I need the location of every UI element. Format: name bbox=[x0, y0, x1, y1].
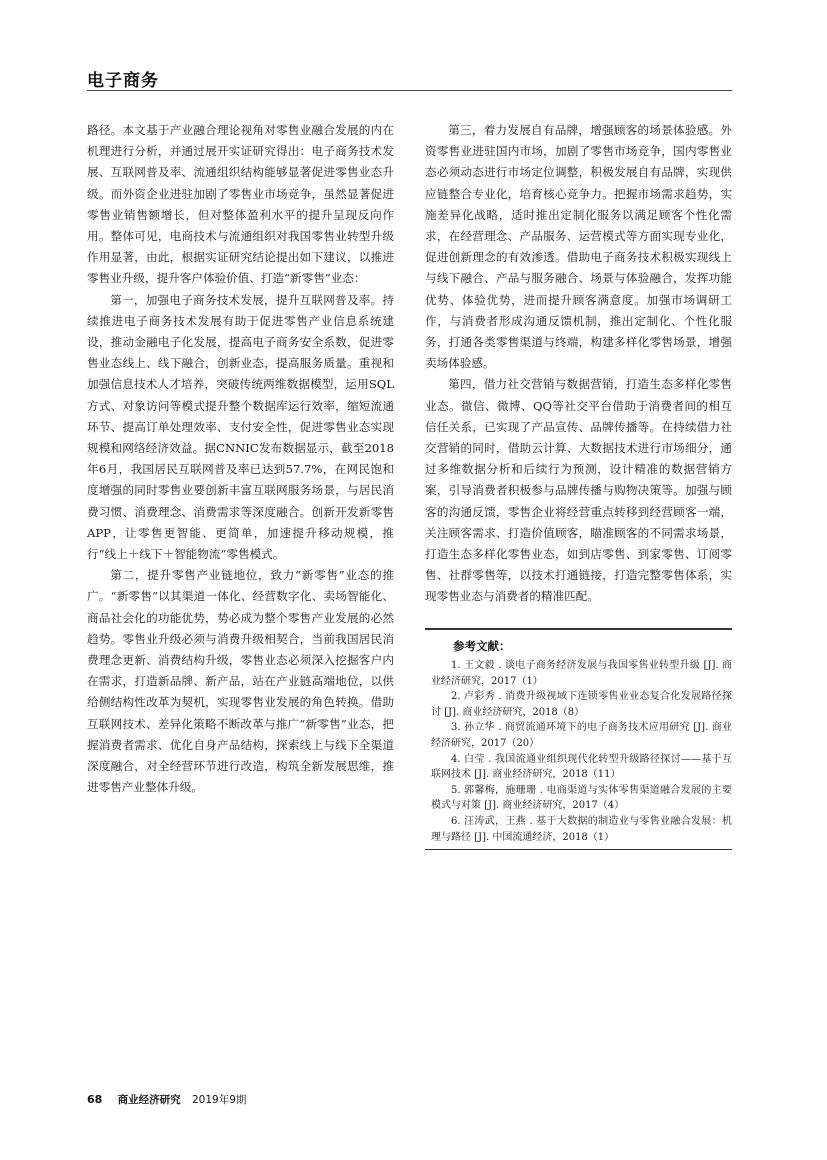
references-section bbox=[425, 628, 732, 850]
reference-item: 2. 卢彩秀 . 消费升级视域下连锁零售业业态复合化发展路径探讨 [J]. 商业经济研究，2018（8） bbox=[431, 691, 732, 718]
references-heading: 参考文献： bbox=[453, 639, 511, 653]
journal-name: 商业经济研究 bbox=[117, 1094, 181, 1106]
references-top-rule bbox=[425, 628, 732, 630]
reference-item: 3. 孙立华 . 商贸流通环境下的电子商务技术应用研究 [J]. 商业经济研究，2017（20） bbox=[431, 722, 732, 749]
reference-item: 6. 汪涛武，王燕 . 基于大数据的制造业与零售业融合发展：机理与路径 [J]. 中国流通经济，2018（1） bbox=[431, 815, 732, 843]
paragraph: 第二，提升零售产业链地位，致力“新零售”业态的推广。“新零售”以其渠道一体化、经营数字化、卖场智能化、商品社会化的功能优势，势必成为整个零售产业发展的必然趋势。零售业升级必须与消费升级相契合，当前我国居民消费理念更新、消费结构升级，零售业态必须深入挖掘客户内在需求，打造新品牌、新产品，站在产业链高端地位，以供给侧结构性改革为契机，实现零售业发展的角色转换。借助互联网技术、差异化策略不断改革与推广“新零售”业态，把握消费者需求、优化自身产品结构，探索线上与线下全渠道深度融合，对全经营环节进行改造，构筑全新发展思维，推进零售产业整体升级。 bbox=[87, 568, 394, 795]
references-bottom-rule bbox=[425, 849, 732, 850]
right-column bbox=[425, 120, 732, 608]
issue-label: 2019年9期 bbox=[192, 1094, 247, 1106]
section-title: 电子商务 bbox=[87, 71, 159, 91]
paragraph: 第四，借力社交营销与数据营销，打造生态多样化零售业态。微信、微博、QQ等社交平台借助于消费者间的相互信任关系，已实现了产品宣传、品牌传播等。在持续借力社交营销的同时，借助云计算、大数据技术进行市场细分，通过多维数据分析和后续行为预测，设计精准的数据营销方案，引导消费者积极参与品牌传播与购物决策等。加强与顾客的沟通反馈，零售企业将经营重点转移到经营顾客一端，关注顾客需求、打造价值顾客，瞄准顾客的不同需求场景，打造生态多样化零售业态，如到店零售、到家零售、订阅零售、社群零售等，以技术打通链接，打造完整零售体系，实现零售业态与消费者的精准匹配。 bbox=[425, 377, 732, 604]
paragraph: 路径。本文基于产业融合理论视角对零售业融合发展的内在机理进行分析，并通过展开实证研究得出：电子商务技术发展、互联网普及率、流通组织结构能够显著促进零售业态升级。而外资企业进驻加剧了零售业市场竞争，虽然显著促进零售业销售额增长，但对整体盈利水平的提升呈现反向作用。整体可见，电商技术与流通组织对我国零售业转型升级作用显著，由此，根据实证研究结论提出如下建议，以推进零售业升级，提升客户体验价值、打造“新零售”业态： bbox=[87, 123, 394, 286]
left-column bbox=[87, 120, 394, 799]
paragraph: 第一，加强电子商务技术发展，提升互联网普及率。持续推进电子商务技术发展有助于促进零售产业信息系统建设，推动金融电子化发展，提高电子商务安全系数，促进零售业态线上、线下融合，创新业态，提高服务质量。重视和加强信息技术人才培养，突破传统两维数据模型，运用SQL方式、对象访问等模式提升整个数据库运行效率，缩短流通环节、提高订单处理效率、支付安全性，促进零售业态实现规模和网络经济效益。据CNNIC发布数据显示，截至2018年6月，我国居民互联网普及率已达到57.7%，在网民饱和度增强的同时零售业要创新丰富互联网服务场景，与居民消费习惯、消费理念、消费需求等深度融合。创新开发新零售APP，让零售更智能、更简单，加速提升移动规模，推行“线上＋线下＋智能物流”零售模式。 bbox=[87, 292, 394, 562]
reference-item: 5. 郭馨梅，施珊珊 . 电商渠道与实体零售渠道融合发展的主要模式与对策 [J]. 商业经济研究，2017（4） bbox=[431, 784, 732, 812]
reference-item: 1. 王文毅 . 谈电子商务经济发展与我国零售业转型升级 [J]. 商业经济研究，2017（1） bbox=[431, 660, 732, 687]
header-rule bbox=[87, 90, 732, 91]
page-footer bbox=[87, 1092, 246, 1107]
page-number: 68 bbox=[87, 1093, 103, 1106]
references-list bbox=[425, 658, 732, 845]
reference-item: 4. 白莹 . 我国流通业组织现代化转型升级路径探讨——基于互联网技术 [J]. 商业经济研究，2018（11） bbox=[431, 753, 732, 781]
paragraph: 第三，着力发展自有品牌，增强顾客的场景体验感。外资零售业进驻国内市场，加剧了零售市场竞争，国内零售业态必须动态进行市场定位调整，积极发展自有品牌，实现供应链整合专业化，培育核心竞争力。把握市场需求趋势，实施差异化战略，适时推出定制化服务以满足顾客个性化需求，在经营理念、产品服务、运营模式等方面实现专业化，促进创新理念的有效渗透。借助电子商务技术积极实现线上与线下融合、产品与服务融合、场景与体验融合，发挥功能优势、体验优势，进而提升顾客满意度。加强市场调研工作，与消费者形成沟通反馈机制，推出定制化、个性化服务，打通各类零售渠道与终端，构建多样化零售场景，增强卖场体验感。 bbox=[425, 123, 732, 371]
